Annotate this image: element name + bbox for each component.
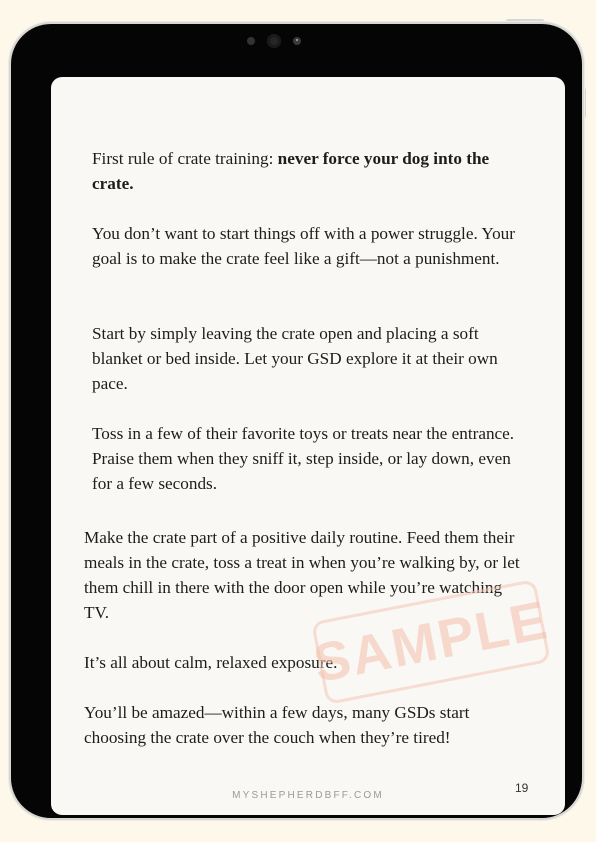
- ebook-page: [51, 77, 565, 815]
- sensor-icon: [247, 37, 255, 45]
- paragraph-toys-treats: Toss in a few of their favorite toys or treats near the entrance. Praise them when they sniff it, step inside, or lay down, even for a few seconds.: [92, 424, 515, 493]
- first-rule-emphasis: never force your dog into the crate.: [92, 149, 490, 193]
- page-number: 19: [515, 781, 529, 795]
- sample-watermark: SAMPLE: [311, 579, 551, 705]
- paragraph-amazed: You’ll be amazed—within a few days, many GSDs start choosing the crate over the couch when they’re tired!: [84, 703, 470, 747]
- paragraph-daily-routine: Make the crate part of a positive daily routine. Feed them their meals in the crate, toss a treat in when you’re walking by, or let them chill in there with the door open while you’re watching TV.: [84, 528, 520, 622]
- paragraph-power-struggle: You don’t want to start things off with a power struggle. Your goal is to make the crate feel like a gift—not a punishment.: [92, 224, 516, 268]
- tablet-top-button: [506, 19, 544, 23]
- camera-icon: [267, 34, 281, 48]
- footer-website: MYSHEPHERDBFF.COM: [232, 790, 384, 801]
- first-rule-text: First rule of crate training:: [92, 149, 278, 168]
- paragraph-open-crate: Start by simply leaving the crate open and placing a soft blanket or bed inside. Let your GSD explore it at their own pace.: [92, 324, 498, 393]
- paragraph-first-rule: [92, 146, 532, 196]
- paragraph-calm-exposure: It’s all about calm, relaxed exposure.: [84, 653, 338, 672]
- sensor-icon: [293, 37, 301, 45]
- tablet-frame: [11, 24, 582, 818]
- tablet-side-button: [583, 88, 586, 118]
